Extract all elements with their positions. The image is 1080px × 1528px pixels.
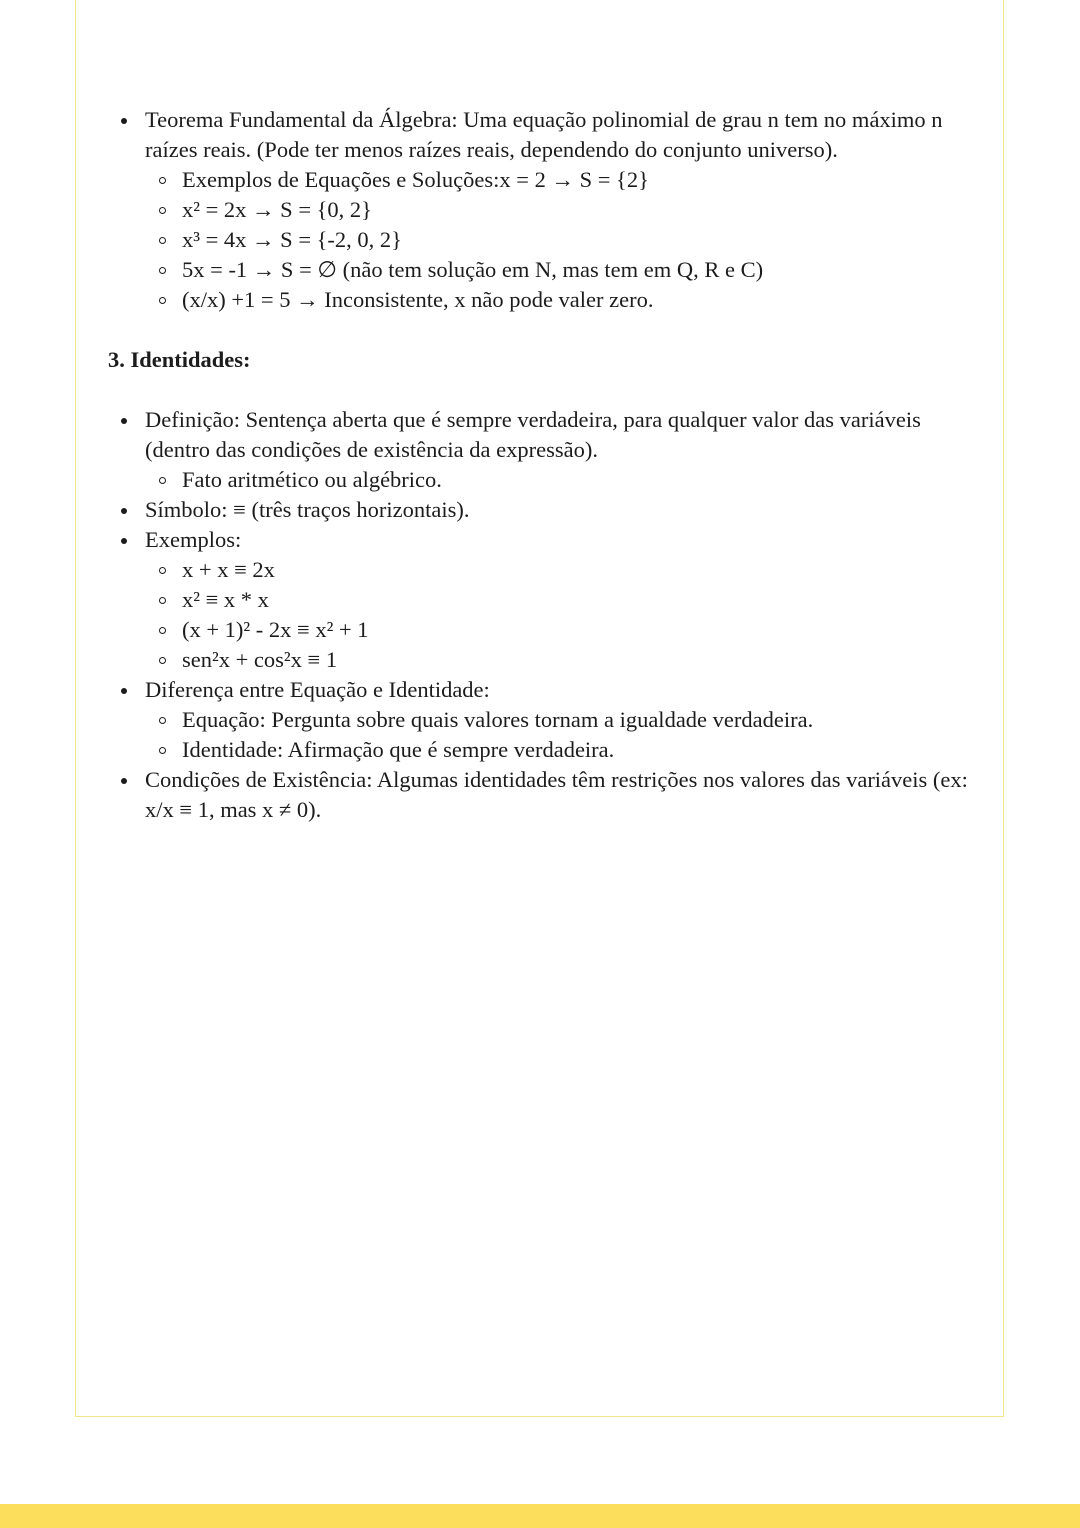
list-item-exemplos bbox=[108, 525, 978, 675]
diferenca-sublist bbox=[145, 705, 978, 765]
sublist-item bbox=[145, 735, 978, 765]
example-equation-5: (x/x) +1 = 5 → Inconsistente, x não pode valer zero. bbox=[182, 287, 654, 312]
list-item-definicao bbox=[108, 405, 978, 495]
sublist-item bbox=[145, 195, 978, 225]
hollow-bullet-icon bbox=[159, 597, 166, 604]
hollow-bullet-icon bbox=[159, 267, 166, 274]
identity-example-2: x² ≡ x * x bbox=[182, 587, 269, 612]
hollow-bullet-icon bbox=[159, 477, 166, 484]
bullet-icon bbox=[121, 508, 127, 514]
theorem-list bbox=[108, 105, 978, 315]
bullet-icon bbox=[121, 538, 127, 544]
bullet-icon bbox=[121, 778, 127, 784]
identidades-list bbox=[108, 405, 978, 825]
definicao-sublist bbox=[145, 465, 978, 495]
example-equation-4: 5x = -1 → S = ∅ (não tem solução em N, mas tem em Q, R e C) bbox=[182, 257, 764, 282]
hollow-bullet-icon bbox=[159, 567, 166, 574]
definicao-text: Definição: Sentença aberta que é sempre verdadeira, para qualquer valor das variáveis (dentro das condições de existência da expressão). bbox=[145, 407, 921, 462]
fato-text: Fato aritmético ou algébrico. bbox=[182, 467, 442, 492]
bullet-icon bbox=[121, 418, 127, 424]
exemplos-sublist bbox=[145, 555, 978, 675]
bullet-icon bbox=[121, 118, 127, 124]
condicoes-text: Condições de Existência: Algumas identidades têm restrições nos valores das variáveis (ex: x/x ≡ 1, mas x ≠ 0). bbox=[145, 767, 968, 822]
hollow-bullet-icon bbox=[159, 237, 166, 244]
sublist-item bbox=[145, 465, 978, 495]
sublist-item bbox=[145, 225, 978, 255]
sublist-item bbox=[145, 585, 978, 615]
fundamental-theorem-text: Teorema Fundamental da Álgebra: Uma equação polinomial de grau n tem no máximo n raízes reais. (Pode ter menos raízes reais, dependendo do conjunto universo). bbox=[145, 107, 943, 162]
hollow-bullet-icon bbox=[159, 297, 166, 304]
example-equation-1: Exemplos de Equações e Soluções:x = 2 → S = {2} bbox=[182, 167, 649, 192]
identidade-definition: Identidade: Afirmação que é sempre verdadeira. bbox=[182, 737, 615, 762]
list-item-condicoes bbox=[108, 765, 978, 825]
sublist-item bbox=[145, 165, 978, 195]
hollow-bullet-icon bbox=[159, 627, 166, 634]
equacao-definition: Equação: Pergunta sobre quais valores tornam a igualdade verdadeira. bbox=[182, 707, 814, 732]
hollow-bullet-icon bbox=[159, 747, 166, 754]
diferenca-text: Diferença entre Equação e Identidade: bbox=[145, 677, 490, 702]
hollow-bullet-icon bbox=[159, 657, 166, 664]
example-equation-3: x³ = 4x → S = {-2, 0, 2} bbox=[182, 227, 402, 252]
identity-example-3: (x + 1)² - 2x ≡ x² + 1 bbox=[182, 617, 369, 642]
sublist-item bbox=[145, 255, 978, 285]
sublist-item bbox=[145, 285, 978, 315]
sublist-item bbox=[145, 555, 978, 585]
bullet-icon bbox=[121, 688, 127, 694]
identity-example-1: x + x ≡ 2x bbox=[182, 557, 275, 582]
list-item-diferenca bbox=[108, 675, 978, 765]
example-equation-2: x² = 2x → S = {0, 2} bbox=[182, 197, 372, 222]
sublist-item bbox=[145, 645, 978, 675]
document-content bbox=[108, 105, 978, 825]
sublist-item bbox=[145, 615, 978, 645]
list-item-fundamental-theorem bbox=[108, 105, 978, 315]
simbolo-text: Símbolo: ≡ (três traços horizontais). bbox=[145, 497, 470, 522]
exemplos-text: Exemplos: bbox=[145, 527, 242, 552]
sublist-item bbox=[145, 705, 978, 735]
section-heading-identidades: 3. Identidades: bbox=[108, 347, 251, 372]
bottom-accent-band bbox=[0, 1504, 1080, 1528]
list-item-simbolo bbox=[108, 495, 978, 525]
hollow-bullet-icon bbox=[159, 717, 166, 724]
hollow-bullet-icon bbox=[159, 177, 166, 184]
hollow-bullet-icon bbox=[159, 207, 166, 214]
examples-sublist bbox=[145, 165, 978, 315]
identity-example-4: sen²x + cos²x ≡ 1 bbox=[182, 647, 338, 672]
